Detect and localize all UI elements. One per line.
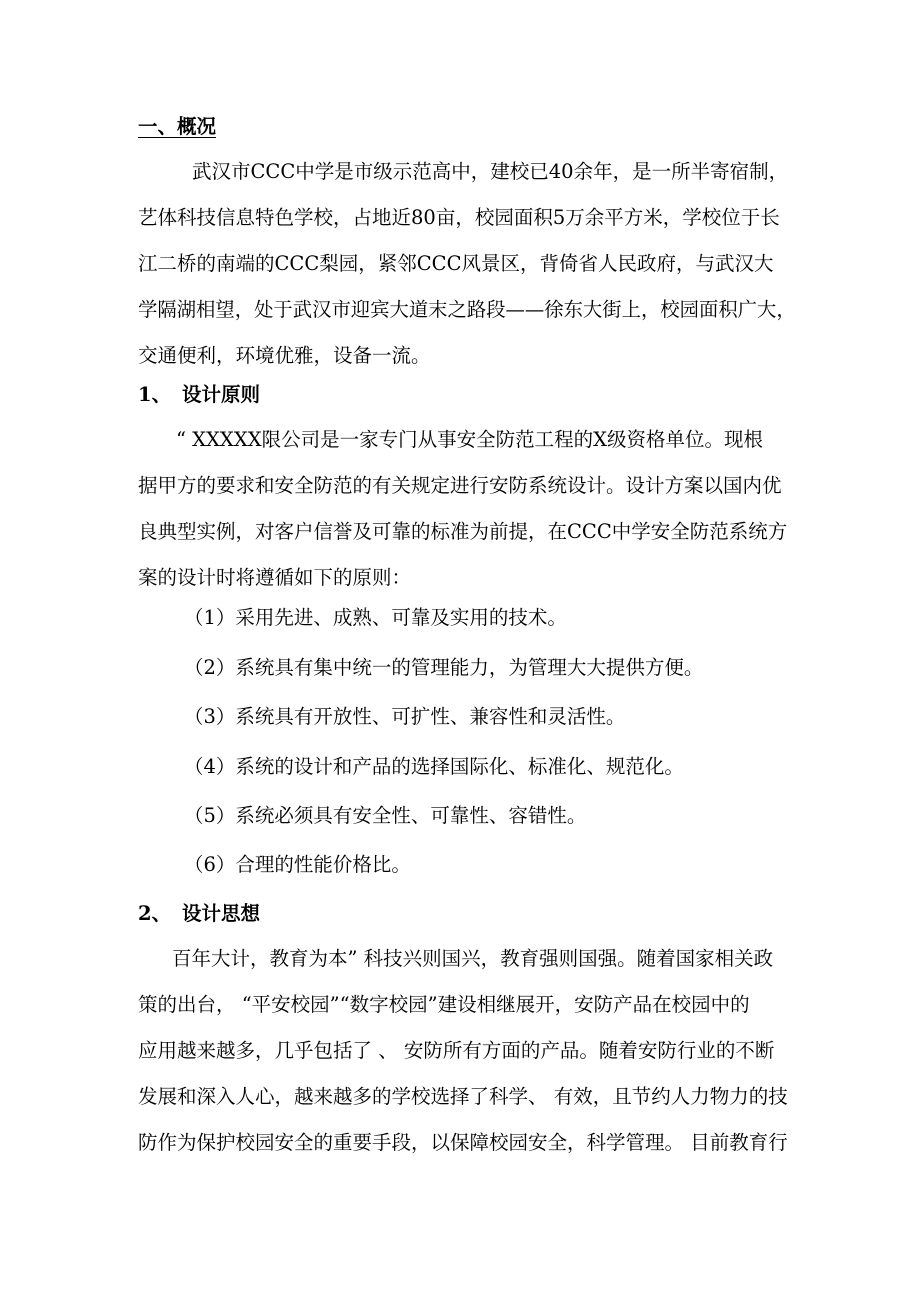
overview-line-3: 江二桥的南端的CCC梨园，紧邻CCC风景区，背倚省人民政府，与武汉大	[138, 252, 774, 275]
overview-line-4: 学隔湖相望，处于武汉市迎宾大道末之路段——徐东大街上，校园面积广大，	[138, 298, 796, 321]
principle-item-5: （5）系统必须具有安全性、可靠性、容错性。	[184, 804, 587, 827]
overview-line-5: 交通便利，环境优雅，设备一流。	[138, 344, 431, 367]
section-heading-design-concept	[138, 902, 260, 926]
section-2-number: 2、	[138, 902, 172, 925]
principle-item-6: （6）合理的性能价格比。	[184, 853, 411, 876]
overview-line-2: 艺体科技信息特色学校，占地近80亩，校园面积5万余平方米，学校位于长	[138, 206, 780, 229]
principles-intro-line-3: 良典型实例，对客户信誉及可靠的标准为前提，在CCC中学安全防范系统方	[138, 520, 788, 543]
concept-line-4: 发展和深入人心，越来越多的学校选择了科学、 有效，且节约人力物力的技	[138, 1085, 788, 1108]
concept-line-3: 应用越来越多，几乎包括了 、 安防所有方面的产品。随着安防行业的不断	[138, 1039, 775, 1062]
concept-line-1: 百年大计，教育为本” 科技兴则国兴，教育强则国强。随着国家相关政	[172, 947, 774, 970]
section-heading-design-principles	[138, 383, 260, 407]
principles-intro-line-4: 案的设计时将遵循如下的原则：	[138, 566, 412, 589]
principle-item-3: （3）系统具有开放性、可扩性、兼容性和灵活性。	[184, 705, 626, 728]
section-1-number: 1、	[138, 383, 172, 406]
section-1-title: 设计原则	[182, 383, 261, 406]
section-2-title: 设计思想	[182, 902, 261, 925]
concept-line-5: 防作为保护校园安全的重要手段，以保障校园安全，科学管理。 目前教育行	[138, 1131, 788, 1154]
overview-line-1: 武汉市CCC中学是市级示范高中，建校已40余年，是一所半寄宿制，	[192, 160, 789, 183]
principle-item-2: （2）系统具有集中统一的管理能力，为管理大大提供方便。	[184, 656, 704, 679]
section-heading-overview: 一、概况	[138, 115, 217, 138]
principle-item-1: （1）采用先进、成熟、可靠及实用的技术。	[184, 606, 567, 629]
principle-item-4: （4）系统的设计和产品的选择国际化、标准化、规范化。	[184, 755, 684, 778]
principles-intro-line-2: 据甲方的要求和安全防范的有关规定进行安防系统设计。设计方案以国内优	[138, 474, 782, 497]
principles-intro-line-1: “ XXXXX限公司是一家专门从事安全防范工程的X级资格单位。现根	[176, 428, 763, 451]
concept-line-2: 策的出台， “平安校园”“数字校园”建设相继展开，安防产品在校园中的	[138, 993, 750, 1016]
